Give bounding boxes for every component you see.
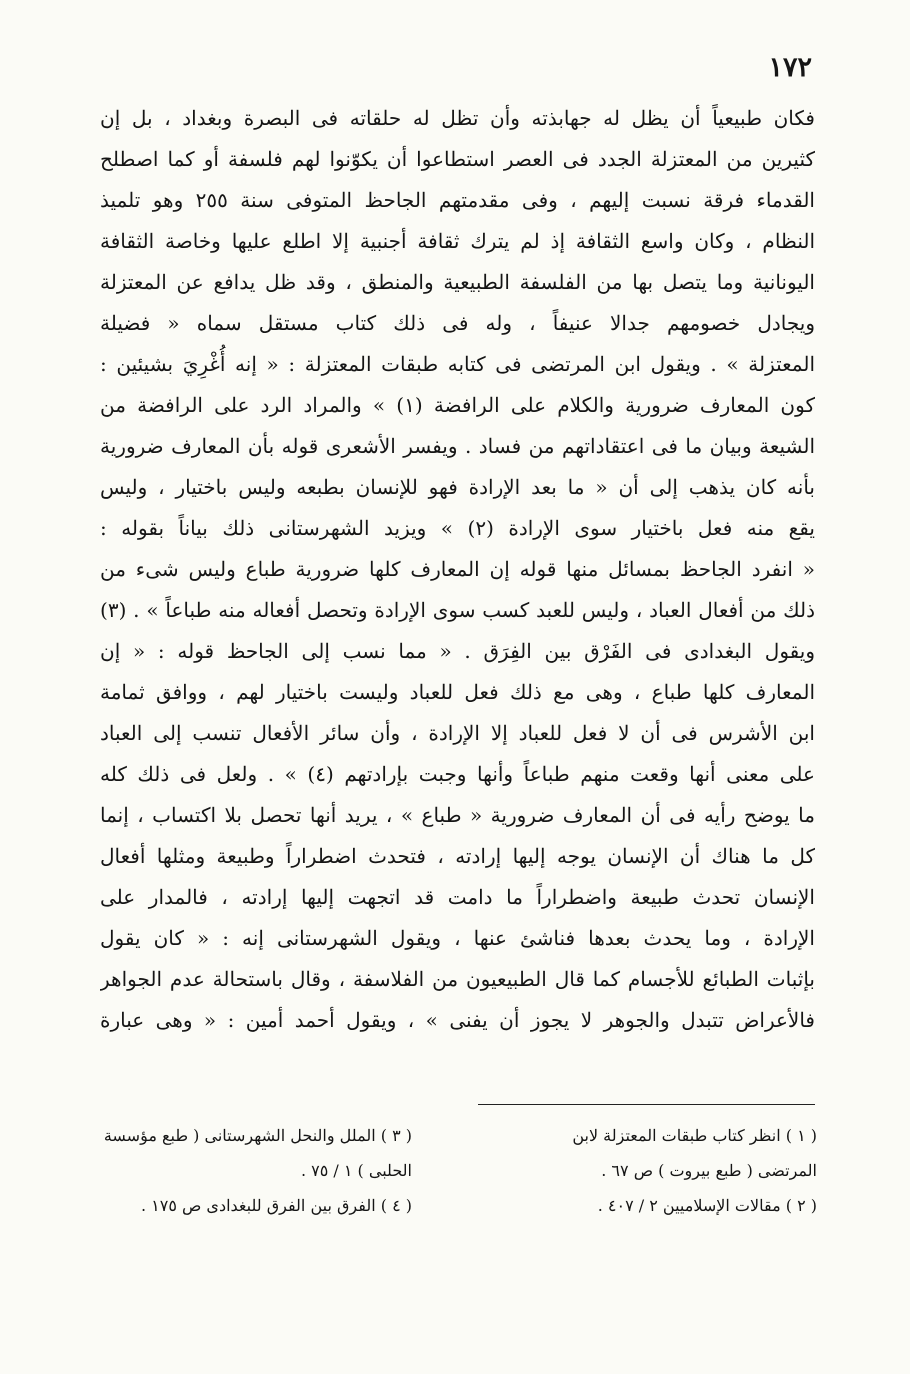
footnote-line: ( ٤ ) الفرق بين الفرق للبغدادى ص ١٧٥ . xyxy=(140,1196,412,1215)
text-line: ما يوضح رأيه فى أن المعارف ضرورية « طباع » ، يريد أنها تحصل بلا اكتساب ، إنما xyxy=(100,803,815,827)
text-line: ويقول البغدادى فى الفَرْق بين الفِرَق . « مما نسب إلى الجاحظ قوله : « إن xyxy=(100,639,815,663)
text-line: ويجادل خصومهم جدالا عنيفاً ، وله فى ذلك كتاب مستقل سماه « فضيلة xyxy=(100,311,815,335)
text-line: « انفرد الجاحظ بمسائل منها قوله إن المعارف كلها ضرورية طباع وليس شىء من xyxy=(100,557,815,581)
text-line: كون المعارف ضرورية والكلام على الرافضة (١) » والمراد الرد على الرافضة من xyxy=(100,393,815,417)
text-line: الإنسان تحدث طبيعة واضطراراً ما دامت قد اتجهت إليها إرادته ، فالمدار على xyxy=(100,885,815,909)
text-line: فكان طبيعياً أن يظل له جهابذته وأن تظل له حلقاته فى البصرة وبغداد ، بل إن xyxy=(100,106,815,130)
body-text xyxy=(100,98,815,1041)
footnote-line: ( ٢ ) مقالات الإسلاميين ٢ / ٤٠٧ . xyxy=(597,1196,817,1215)
text-line: بإثبات الطبائع للأجسام كما قال الطبيعيون من الفلاسفة ، وقال باستحالة عدم الجواهر xyxy=(100,967,815,991)
text-line: الإرادة ، وما يحدث بعدها فناشئ عنها ، ويقول الشهرستانى إنه : « كان يقول xyxy=(100,926,815,950)
text-line: ذلك من أفعال العباد ، وليس للعبد كسب سوى الإرادة وتحصل أفعاله منه طباعاً » . (٣) xyxy=(100,598,815,622)
text-line: ابن الأشرس فى أن لا فعل للعباد إلا الإرادة ، وأن سائر الأفعال تنسب إلى العباد xyxy=(100,721,815,745)
text-line: فالأعراض تتبدل والجوهر لا يجوز أن يفنى » ، ويقول أحمد أمين : « وهى عبارة xyxy=(100,1008,815,1032)
footnote-line: الحلبى ) ١ / ٧٥ . xyxy=(300,1161,412,1180)
text-line: الشيعة وبيان ما فى اعتقاداتهم من فساد . ويفسر الأشعرى قوله بأن المعارف ضرورية xyxy=(100,434,815,458)
text-line: المعتزلة » . ويقول ابن المرتضى فى كتابه طبقات المعتزلة : « إنه أُغْرِيَ بشيئين : xyxy=(100,352,815,376)
page-number: ١٧٢ xyxy=(768,52,812,83)
text-line: القدماء فرقة نسبت إليهم ، وفى مقدمتهم الجاحظ المتوفى سنة ٢٥٥ وهو تلميذ xyxy=(100,188,815,212)
text-line: اليونانية وما يتصل بها من الفلسفة الطبيعية والمنطق ، وقد ظل يدافع عن المعتزلة xyxy=(100,270,815,294)
text-line: على معنى أنها وقعت منهم طباعاً وأنها وجبت بإرادتهم (٤) » . ولعل فى ذلك كله xyxy=(100,762,815,786)
text-line: كل ما هناك أن الإنسان يوجه إليها إرادته ، فتحدث اضطراراً وطبيعة ومثلها أفعال xyxy=(100,844,815,868)
text-line: المعارف كلها طباع ، وهى مع ذلك فعل للعباد وليست باختيار لهم ، ووافق ثمامة xyxy=(100,680,815,704)
footnotes xyxy=(82,1118,817,1223)
text-line: كثيرين من المعتزلة الجدد فى العصر استطاعوا أن يكوّنوا لهم فلسفة أو كما اصطلح xyxy=(100,147,815,171)
footnotes-left-column xyxy=(82,1118,412,1223)
text-line: بأنه كان يذهب إلى أن « ما بعد الإرادة فهو للإنسان بطبعه وليس باختيار ، وليس xyxy=(100,475,815,499)
text-line: النظام ، وكان واسع الثقافة إذ لم يترك ثقافة أجنبية إلا اطلع عليها وخاصة الثقافة xyxy=(100,229,815,253)
footnotes-right-column xyxy=(502,1118,817,1223)
text-line: يقع منه فعل باختيار سوى الإرادة (٢) » ويزيد الشهرستانى ذلك بياناً بقوله : xyxy=(100,516,815,540)
footnote-divider xyxy=(478,1104,815,1105)
footnote-line: ( ٣ ) الملل والنحل الشهرستانى ( طبع مؤسسة xyxy=(103,1126,412,1145)
footnote-line: المرتضى ( طبع بيروت ) ص ٦٧ . xyxy=(601,1161,817,1180)
footnote-line: ( ١ ) انظر كتاب طبقات المعتزلة لابن xyxy=(572,1126,817,1145)
